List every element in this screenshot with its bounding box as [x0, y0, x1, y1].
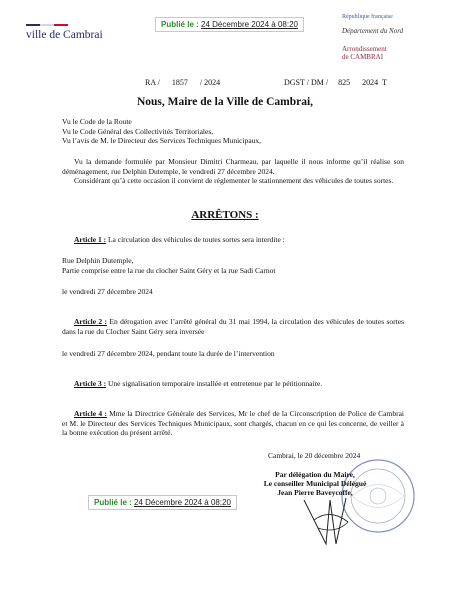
article-3 — [62, 379, 404, 389]
considering-paragraph: Considérant qu’à cette occasion il convient de réglementer le stationnement des véhicules de toutes sortes. — [74, 176, 394, 185]
logo-stripe-blue — [26, 24, 40, 26]
published-label: Publié le : — [94, 498, 132, 507]
logo-stripe-grey — [40, 24, 54, 26]
request-paragraph: Vu la demande formulée par Monsieur Dimitri Charmeau, par laquelle il nous informe qu’il réalise son déménagement, rue Delphin Dutemple, le vendredi 27 décembre 2024. — [62, 157, 404, 176]
article-2-text: En dérogation avec l’arrêté général du 31 mai 1994, la circulation des véhicules de toutes sortes dans la rue du Clocher Saint Géry sera inversée — [62, 317, 404, 336]
document-title: Nous, Maire de la Ville de Cambrai, — [136, 96, 314, 108]
legal-basis-item: Vu le Code Général des Collectivités Territoriales, — [62, 126, 214, 136]
published-date: 24 Décembre 2024 à 08:20 — [201, 20, 298, 29]
article-1-portion: Partie comprise entre la rue du clocher Saint Géry et la rue Sadi Carnot — [62, 266, 276, 275]
article-1-date: le vendredi 27 décembre 2024 — [62, 287, 153, 296]
publication-stamp-top — [155, 17, 304, 32]
signatory-name: Jean Pierre Baveycoffe, — [277, 488, 353, 497]
legal-basis — [62, 117, 402, 146]
article-1-text: La circulation des véhicules de toutes sortes sera interdite : — [106, 235, 285, 244]
article-4-text: Mme la Directrice Générale des Services, Mr le chef de la Circonscription de Police de Cambrai et M. le Directeur des Services Techniques Municipaux, sont chargés, chacun en ce qui les concerne, de veiller à la bonne exécution du présent arrêté. — [62, 409, 404, 437]
article-1 — [62, 235, 404, 245]
article-2-date: le vendredi 27 décembre 2024, pendant toute la durée de l’intervention — [62, 349, 275, 358]
article-2-label: Article 2 : — [74, 317, 108, 326]
article-1-street: Rue Delphin Dutemple, — [62, 256, 134, 265]
article-4-label: Article 4 : — [74, 409, 107, 418]
article-2 — [62, 317, 404, 336]
article-1-label: Article 1 : — [74, 235, 107, 244]
handwritten-signature-icon — [296, 490, 366, 552]
republic-label: République française — [342, 14, 393, 20]
publication-stamp-bottom — [88, 495, 237, 510]
legal-basis-item: Vu le Code de la Route — [62, 117, 132, 126]
arrondissement-label: Arrondissement — [342, 45, 387, 53]
article-4 — [62, 409, 404, 438]
article-3-text: Une signalisation temporaire installée et entretenue par le pétitionnaire. — [106, 379, 323, 388]
legal-basis-item: Vu l’avis de M. le Directeur des Services Techniques Municipaux, — [62, 136, 262, 145]
published-date: 24 Décembre 2024 à 08:20 — [134, 498, 231, 507]
logo-text: ville de Cambrai — [26, 29, 103, 41]
signatory-title: Le conseiller Municipal Délégué — [263, 479, 367, 488]
decision-heading: ARRÊTONS : — [191, 209, 259, 221]
arrondissement-name: de CAMBRAI — [342, 53, 384, 61]
administrative-header — [342, 13, 442, 61]
place-date: Cambrai, le 20 décembre 2024 — [268, 451, 361, 460]
logo-stripe-red — [54, 24, 68, 26]
department-label: Département du Nord — [342, 27, 404, 35]
delegation-line: Par délégation du Maire, — [275, 470, 355, 479]
reference-ra: RA / 1857 / 2024 — [145, 78, 221, 87]
published-label: Publié le : — [161, 20, 199, 29]
reference-dgst: DGST / DM / 825 2024 T — [284, 78, 387, 87]
article-3-label: Article 3 : — [74, 379, 107, 388]
